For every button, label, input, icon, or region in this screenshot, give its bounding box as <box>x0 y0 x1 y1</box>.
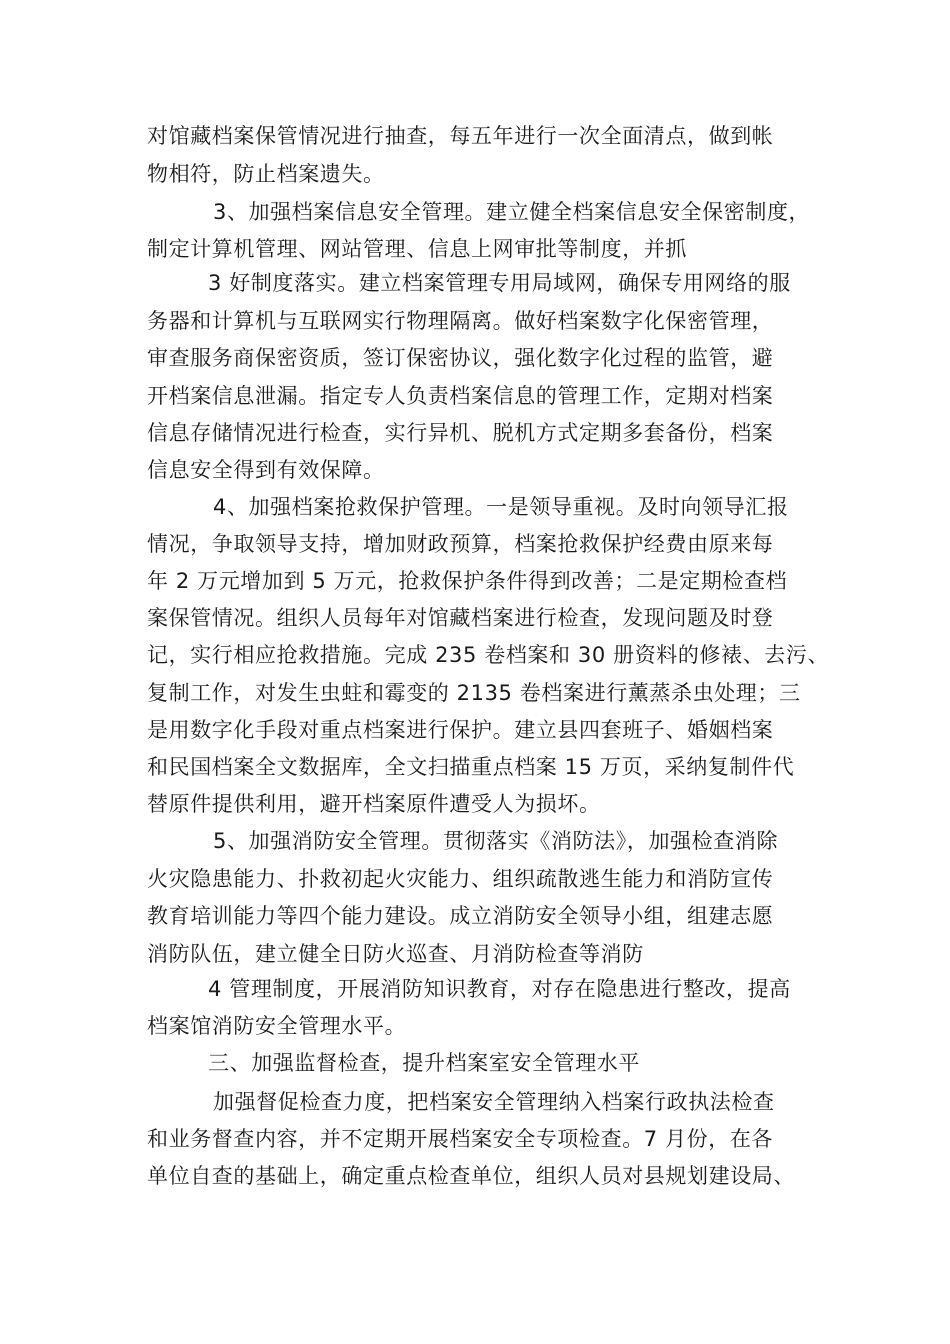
text-line: 信息安全得到有效保障。 <box>147 458 385 482</box>
text-line: 情况，争取领导支持，增加财政预算，档案抢救保护经费由原来每 <box>147 532 774 556</box>
text-line: 4 管理制度，开展消防知识教育，对存在隐患进行整改，提高 <box>208 977 791 1001</box>
text-line: 档案馆消防安全管理水平。 <box>147 1014 407 1038</box>
text-line: 信息存储情况进行检查，实行异机、脱机方式定期多套备份，档案 <box>147 421 774 445</box>
text-line: 对馆藏档案保管情况进行抽查，每五年进行一次全面清点，做到帐 <box>147 124 774 148</box>
text-line: 3 好制度落实。建立档案管理专用局域网，确保专用网络的服 <box>208 271 791 295</box>
text-line: 消防队伍，建立健全日防火巡查、月消防检查等消防 <box>147 942 644 966</box>
text-line: 案保管情况。组织人员每年对馆藏档案进行检查，发现问题及时登 <box>147 606 774 630</box>
text-line: 年 2 万元增加到 5 万元，抢救保护条件得到改善；二是定期检查档 <box>147 569 788 593</box>
text-line: 务器和计算机与互联网实行物理隔离。做好档案数字化保密管理， <box>147 309 774 333</box>
text-line: 单位自查的基础上，确定重点检查单位，组织人员对县规划建设局、 <box>147 1164 795 1188</box>
paragraph-start: 4、加强档案抢救保护管理。一是领导重视。及时向领导汇报 <box>213 495 789 519</box>
text-line: 替原件提供利用，避开档案原件遭受人为损坏。 <box>147 792 601 816</box>
paragraph-start: 加强督促检查力度，把档案安全管理纳入档案行政执法检查 <box>213 1090 775 1114</box>
text-line: 复制工作，对发生虫蛀和霉变的 2135 卷档案进行薰蒸杀虫处理；三 <box>147 681 801 705</box>
paragraph-start: 3、加强档案信息安全管理。建立健全档案信息安全保密制度， <box>213 200 811 224</box>
text-line: 制定计算机管理、网站管理、信息上网审批等制度，并抓 <box>147 237 687 261</box>
text-line: 物相符，防止档案遗失。 <box>147 162 385 186</box>
text-line: 审查服务商保密资质，签订保密协议，强化数字化过程的监管，避 <box>147 346 774 370</box>
text-line: 和民国档案全文数据库，全文扫描重点档案 15 万页，采纳复制件代 <box>147 755 795 779</box>
text-line: 是用数字化手段对重点档案进行保护。建立县四套班子、婚姻档案 <box>147 718 774 742</box>
text-line: 火灾隐患能力、扑救初起火灾能力、组织疏散逃生能力和消防宣传 <box>147 867 774 891</box>
paragraph-start: 5、加强消防安全管理。贯彻落实《消防法》，加强检查消除 <box>213 829 779 853</box>
text-line: 记，实行相应抢救措施。完成 235 卷档案和 30 册资料的修裱、去污、 <box>147 643 830 667</box>
text-line: 开档案信息泄漏。指定专人负责档案信息的管理工作，定期对档案 <box>147 384 774 408</box>
section-heading: 三、加强监督检查，提升档案室安全管理水平 <box>208 1051 640 1075</box>
text-line: 和业务督查内容，并不定期开展档案安全专项检查。7 月份，在各 <box>147 1127 774 1151</box>
text-line: 教育培训能力等四个能力建设。成立消防安全领导小组，组建志愿 <box>147 904 774 928</box>
